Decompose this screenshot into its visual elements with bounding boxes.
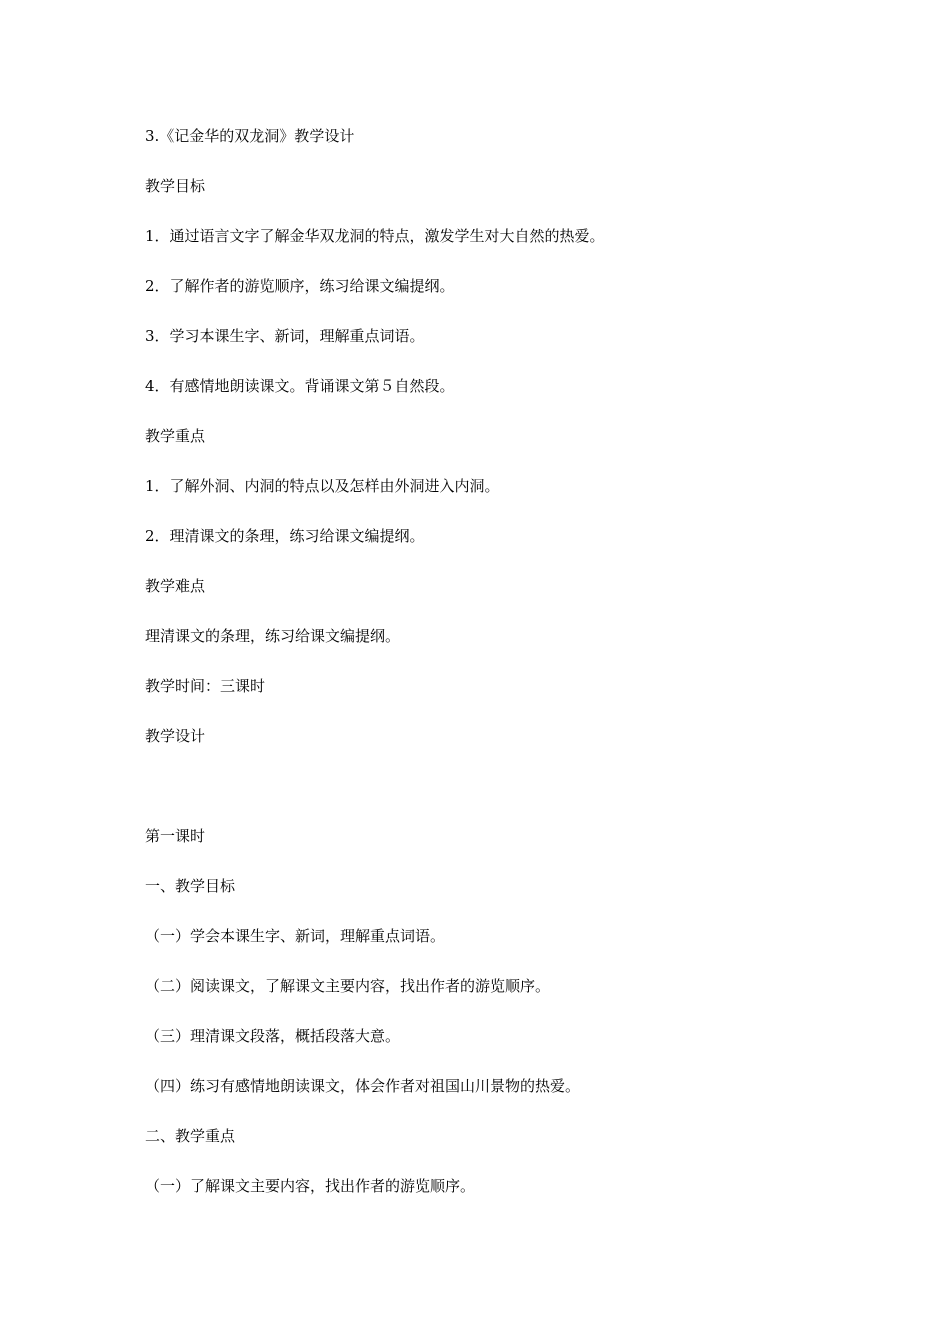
objective-item: 3．学习本课生字、新词，理解重点词语。 [145, 327, 425, 345]
lesson1-heading: 第一课时 [145, 827, 206, 845]
objectives-heading: 教学目标 [145, 177, 206, 195]
lesson1-objectives-heading: 一、教学目标 [145, 877, 236, 895]
lesson1-objective-item: （四）练习有感情地朗读课文，体会作者对祖国山川景物的热爱。 [145, 1077, 581, 1095]
lesson1-key-points-heading: 二、教学重点 [145, 1127, 236, 1145]
objective-item: 4．有感情地朗读课文。背诵课文第５自然段。 [145, 377, 455, 395]
objective-item: 2．了解作者的游览顺序，练习给课文编提纲。 [145, 277, 455, 295]
document-title: 3.《记金华的双龙洞》教学设计 [145, 127, 355, 145]
lesson1-objective-item: （三）理清课文段落，概括段落大意。 [145, 1027, 401, 1045]
key-points-heading: 教学重点 [145, 427, 206, 445]
key-point-item: 2．理清课文的条理，练习给课文编提纲。 [145, 527, 425, 545]
lesson1-key-point-item: （一）了解课文主要内容，找出作者的游览顺序。 [145, 1177, 476, 1195]
lesson1-objective-item: （二）阅读课文，了解课文主要内容，找出作者的游览顺序。 [145, 977, 551, 995]
difficulties-heading: 教学难点 [145, 577, 206, 595]
objective-item: 1．通过语言文字了解金华双龙洞的特点，激发学生对大自然的热爱。 [145, 227, 605, 245]
difficulties-text: 理清课文的条理，练习给课文编提纲。 [145, 627, 401, 645]
blank-line [145, 774, 845, 824]
key-point-item: 1．了解外洞、内洞的特点以及怎样由外洞进入内洞。 [145, 477, 500, 495]
design-heading: 教学设计 [145, 727, 206, 745]
lesson1-objective-item: （一）学会本课生字、新词，理解重点词语。 [145, 927, 446, 945]
teaching-time: 教学时间：三课时 [145, 677, 266, 695]
document-body [145, 124, 845, 1224]
